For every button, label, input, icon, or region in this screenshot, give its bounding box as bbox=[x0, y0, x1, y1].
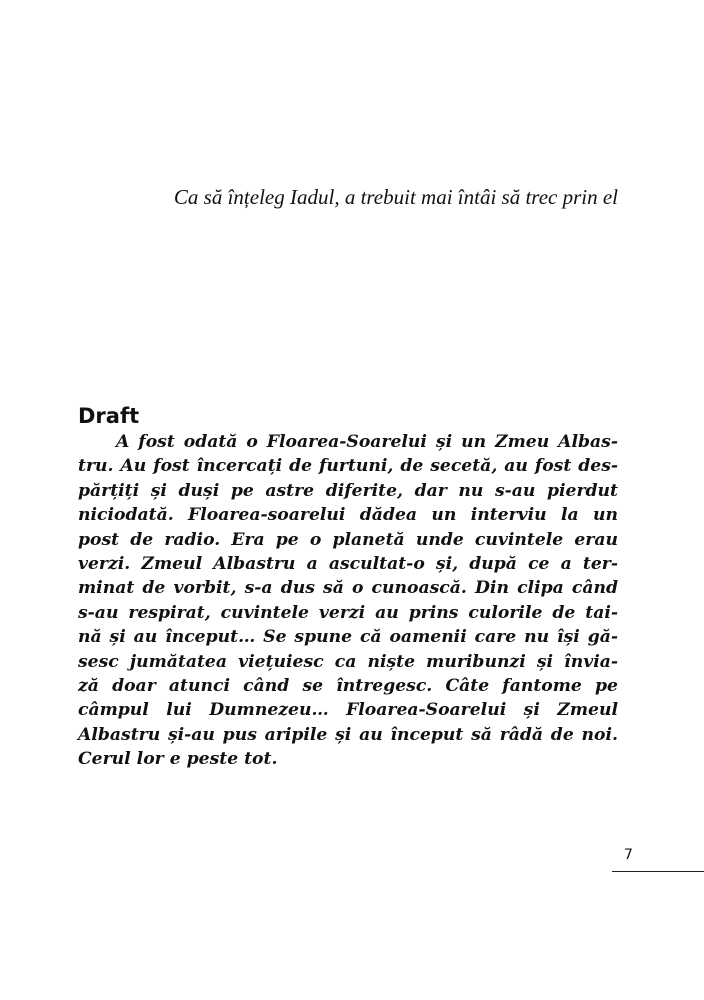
paragraph-line: Albastru și-au pus aripile și au început să râdă de noi. bbox=[78, 724, 618, 745]
paragraph-line-last: Cerul lor e peste tot. bbox=[78, 749, 278, 770]
paragraph-line: A fost odată o Floarea-Soarelui și un Zmeu Albas- bbox=[116, 432, 618, 452]
page-number-rule bbox=[612, 871, 704, 872]
paragraph-line: verzi. Zmeul Albastru a ascultat-o și, după ce a ter- bbox=[78, 553, 618, 574]
epigraph: Ca să înțeleg Iadul, a trebuit mai întâi să trec prin el bbox=[173, 185, 618, 209]
section-title: Draft bbox=[78, 404, 140, 428]
paragraph-line: s-au respirat, cuvintele verzi au prins culorile de tai- bbox=[78, 602, 618, 623]
paragraph-line: sesc jumătatea viețuiesc ca niște muribunzi și învia- bbox=[78, 651, 618, 672]
paragraph-line: câmpul lui Dumnezeu… Floarea-Soarelui și Zmeul bbox=[78, 700, 618, 721]
paragraph-line: post de radio. Era pe o planetă unde cuvintele erau bbox=[78, 529, 618, 550]
body-paragraph bbox=[78, 430, 618, 771]
paragraph-line: niciodată. Floarea-soarelui dădea un interviu la un bbox=[78, 505, 618, 526]
paragraph-line: tru. Au fost încercați de furtuni, de secetă, au fost des- bbox=[78, 456, 618, 477]
page-number: 7 bbox=[624, 847, 633, 863]
paragraph-line: părțiți și duși pe astre diferite, dar nu s-au pierdut bbox=[78, 480, 618, 501]
paragraph-line: minat de vorbit, s-a dus să o cunoască. Din clipa când bbox=[78, 578, 618, 599]
paragraph-line: ză doar atunci când se întregesc. Câte fantome pe bbox=[78, 675, 618, 696]
paragraph-line: nă și au început… Se spune că oamenii care nu își gă- bbox=[78, 627, 618, 648]
